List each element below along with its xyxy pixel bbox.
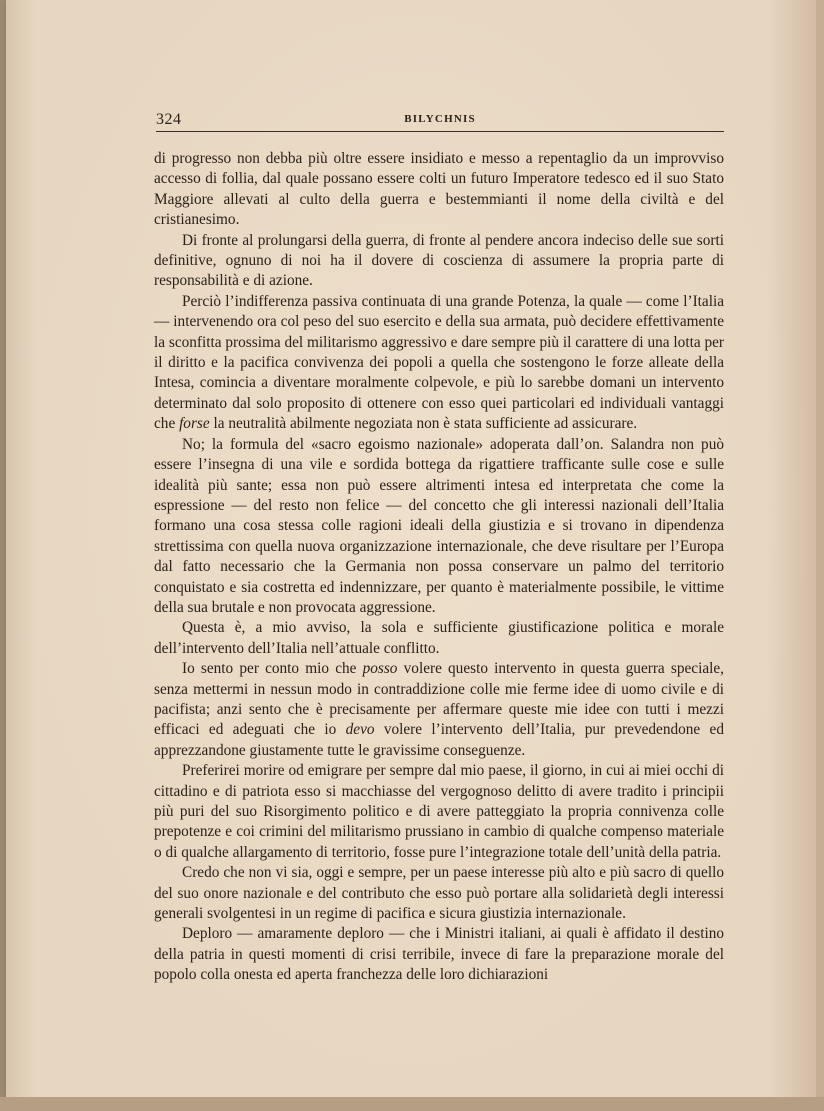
- paragraph-5: [154, 618, 724, 659]
- page-edge-bottom: [0, 1097, 824, 1111]
- page-header: [156, 111, 724, 132]
- paragraph-1: [154, 149, 724, 231]
- paragraph-text: volere questo intervento in questa guerra speciale, senza mettermi in nessun modo in contraddizione colle mie ferme idee di uomo civile e di pacifista; anzi sento che è precisamente per affermare queste mie idee con tutti i mezzi efficaci ed adeguati che io: [154, 660, 724, 739]
- paragraph-2: [154, 231, 724, 292]
- italic-word: devo: [345, 721, 375, 739]
- paragraph-text: Deploro — amaramente deploro — che i Ministri italiani, ai quali è affidato il destino della patria in questi momenti di crisi terribile, invece di fare la preparazione morale del popolo colla onesta ed aperta franchezza delle loro dichiarazioni: [154, 925, 724, 984]
- paragraph-text: la neutralità abilmente negoziata non è stata sufficiente ad assicurare.: [209, 415, 638, 433]
- page-edge-right: [816, 0, 824, 1111]
- paragraph-6: [154, 659, 724, 761]
- paragraph-text: Credo che non vi sia, oggi e sempre, per un paese interesse più alto e più sacro di quello del suo onore nazionale e del contributo che esso può portare alla solidarietà degli interessi generali svolgentesi in un regime di pacifica e sicura giustizia internazionale.: [154, 864, 724, 923]
- paragraph-4: [154, 435, 724, 619]
- paragraph-7: [154, 761, 724, 863]
- running-head: BILYCHNIS: [404, 113, 476, 125]
- page-number: 324: [156, 111, 182, 128]
- paragraph-9: [154, 924, 724, 985]
- italic-word: forse: [179, 415, 210, 433]
- italic-word: posso: [362, 660, 398, 678]
- book-page: [6, 0, 816, 1098]
- paragraph-text: Io sento per conto mio che: [182, 660, 363, 678]
- body-text: [154, 149, 724, 986]
- paragraph-text: di progresso non debba più oltre essere insidiato e messo a repentaglio da un improvviso accesso di follia, dal quale possano essere colti un futuro Imperatore tedesco ed il suo Stato Maggiore allevati al culto della guerra e bestemmianti il nome della civiltà e del cristianesimo.: [154, 150, 724, 229]
- paragraph-text: Preferirei morire od emigrare per sempre dal mio paese, il giorno, in cui ai miei occhi di cittadino e di patriota esso si macchiasse del vergognoso delitto di avere tradito i principii più puri del suo Risorgimento politico e di avere patteggiato la propria connivenza colle prepotenze e coi crimini del militarismo prussiano in cambio di qualche compenso materiale o di qualche allargamento di territorio, fosse pure l’integrazione totale dell’unità della patria.: [154, 762, 724, 861]
- paragraph-text: Di fronte al prolungarsi della guerra, di fronte al pendere ancora indeciso delle sue sorti definitive, ognuno di noi ha il dovere di coscienza di assumere la propria parte di responsabilità e di azione.: [154, 231, 724, 290]
- paragraph-8: [154, 863, 724, 924]
- paragraph-text: Questa è, a mio avviso, la sola e sufficiente giustificazione politica e morale dell’intervento dell’Italia nell’attuale conflitto.: [154, 619, 724, 657]
- paragraph-text: Perciò l’indifferenza passiva continuata di una grande Potenza, la quale — come l’Italia — intervenendo ora col peso del suo esercito e della sua armata, può decidere effettivamente la sconfitta prossima del militarismo aggressivo e dare sempre più il carattere di una lotta per il diritto e la pacifica convivenza dei popoli a quella che sostengono le forze alleate della Intesa, comincia a diventare moralmente colpevole, e più lo sarebbe domani un intervento determinato dal solo proposito di ottenere con esso quei particolari ed individuali vantaggi che: [154, 292, 724, 433]
- paragraph-text: volere l’intervento dell’Italia, pur prevedendone ed apprezzandone giustamente tutte le gravissime conseguenze.: [154, 721, 724, 759]
- paragraph-text: No; la formula del «sacro egoismo nazionale» adoperata dall’on. Salandra non può essere l’insegna di una vile e sordida bottega da rigattiere trafficante sulle cose e sulle idealità più sante; essa non può essere altrimenti intesa ed interpretata che come la espressione — del resto non felice — del concetto che gli interessi nazionali dell’Italia formano una cosa stessa colle ragioni ideali della giustizia e si trovano in dipendenza strettissima con quella nuova organizzazione internazionale, che deve risultare per l’Europa dal fatto necessario che la Germania non possa conservare un palmo del territorio conquistato e sia costretta ed indennizzare, per quanto è materialmente possibile, le vittime della sua brutale e non provocata aggressione.: [154, 435, 724, 616]
- paragraph-3: [154, 292, 724, 435]
